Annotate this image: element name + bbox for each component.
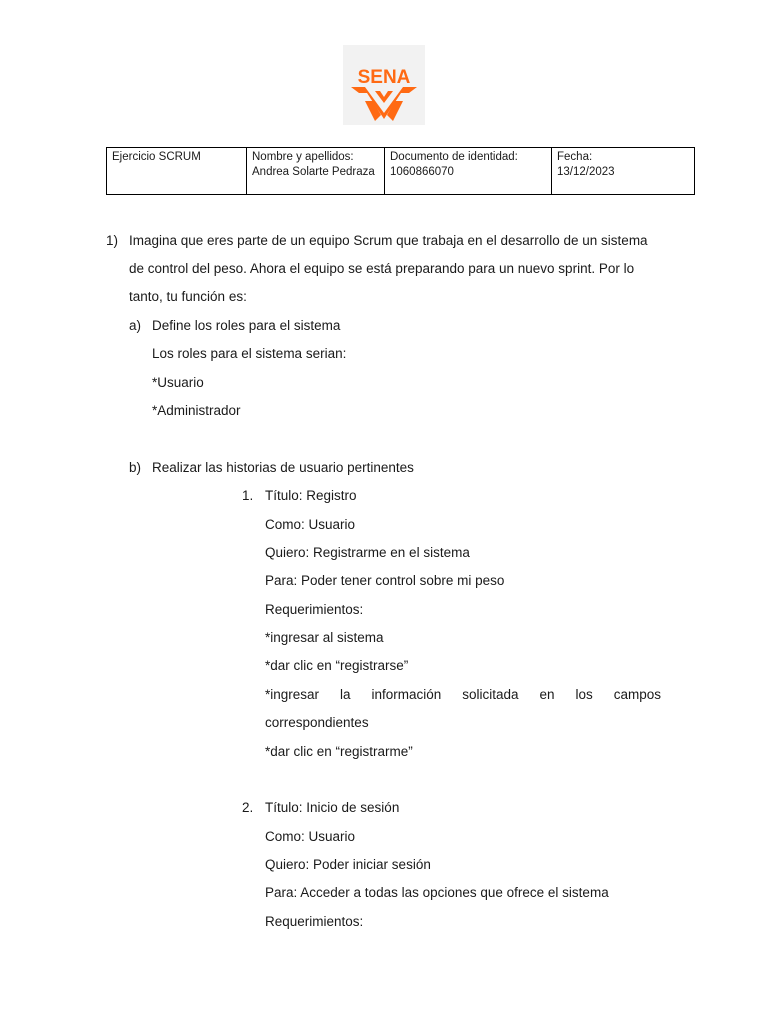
exercise-cell [107,148,247,195]
story-2-title: Título: Inicio de sesión [265,800,400,815]
exercise-title: Ejercicio SCRUM [112,151,201,163]
name-cell [247,148,385,195]
story-1-number: 1. [242,488,254,503]
req-3-word: los [575,687,593,702]
question-number: 1) [106,233,119,248]
date-label: Fecha: [557,151,593,163]
story-2-como: Como: Usuario [265,829,356,844]
question-line-3: tanto, tu función es: [129,289,247,304]
item-a-marker: a) [129,318,142,333]
req-3-word: información [371,687,442,702]
story-2-para: Para: Acceder a todas las opciones que ofrece el sistema [265,885,609,900]
id-document-cell [385,148,552,195]
req-3-word: campos [613,687,661,702]
role-administrador: *Administrador [152,403,241,418]
story-1-req-3-continued: correspondientes [265,715,369,730]
req-3-word: *ingresar [265,687,320,702]
name-value: Andrea Solarte Pedraza [252,166,375,178]
story-2-requerimientos: Requerimientos: [265,914,364,929]
story-1-como: Como: Usuario [265,517,356,532]
id-document-label: Documento de identidad: [390,151,518,163]
story-1-quiero: Quiero: Registrarme en el sistema [265,545,470,560]
name-label: Nombre y apellidos: [252,151,354,163]
svg-text:SENA: SENA [357,67,411,88]
req-3-word: solicitada [462,687,519,702]
item-b-text: Realizar las historias de usuario pertinentes [152,460,414,475]
story-1-req-3 [265,686,661,704]
story-1-req-1: *ingresar al sistema [265,630,384,645]
sena-logo [343,45,425,125]
roles-intro: Los roles para el sistema serian: [152,346,347,361]
role-usuario: *Usuario [152,375,204,390]
story-1-title: Título: Registro [265,488,357,503]
item-b-marker: b) [129,460,142,475]
question-line-1: Imagina que eres parte de un equipo Scrum que trabaja en el desarrollo de un sistema [129,233,648,248]
story-2-quiero: Quiero: Poder iniciar sesión [265,857,431,872]
story-2-number: 2. [242,800,254,815]
req-3-word: en [539,687,555,702]
item-a-text: Define los roles para el sistema [152,318,341,333]
story-1-req-4: *dar clic en “registrarme” [265,744,413,759]
sena-logo-icon [343,45,425,125]
header-info-table [106,147,695,195]
id-document-value: 1060866070 [390,166,454,178]
story-1-req-2: *dar clic en “registrarse” [265,658,409,673]
story-1-requerimientos: Requerimientos: [265,602,364,617]
story-1-para: Para: Poder tener control sobre mi peso [265,573,505,588]
date-value: 13/12/2023 [557,166,615,178]
question-line-2: de control del peso. Ahora el equipo se está preparando para un nuevo sprint. Por lo [129,261,635,276]
date-cell [552,148,695,195]
req-3-word: la [340,687,351,702]
